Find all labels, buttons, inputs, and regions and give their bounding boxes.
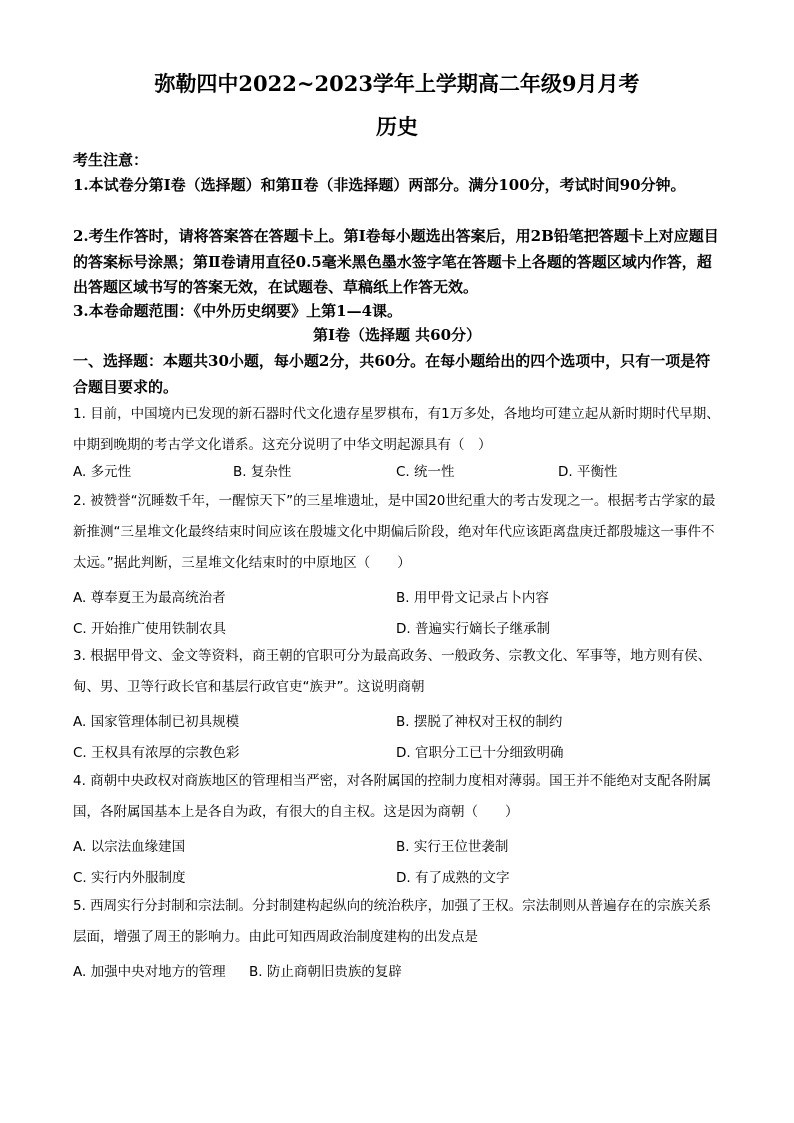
question-2-option-b[interactable]: B. 用甲骨文记录占卜内容 [396, 590, 549, 606]
part1-title: 第Ⅰ卷（选择题 共60分） [312, 326, 482, 344]
question-3-option-d[interactable]: D. 官职分工已十分细致明确 [396, 745, 564, 761]
question-3-option-a[interactable]: A. 国家管理体制已初具规模 [73, 714, 240, 730]
question-1-option-a[interactable]: A. 多元性 [73, 464, 132, 480]
question-4-option-d[interactable]: D. 有了成熟的文字 [396, 870, 510, 886]
question-3-stem: 3. 根据甲骨文、金文等资料，商王朝的官职可分为最高政务、一般政务、宗教文化、军事等，地方则有侯、甸、男、卫等行政长官和基层行政官吏“族尹”。这说明商朝 [73, 648, 712, 695]
question-2-stem: 2. 被赞誉“沉睡数千年，一醒惊天下”的三星堆遗址，是中国20世纪重大的考古发现之一。根据考古学家的最新推测“三星堆文化最终结束时间应该在殷墟文化中期偏后阶段，绝对年代应该距离盘庚迁都殷墟这一事件不太远。”据此判断，三星堆文化结束时的中原地区（ ） [73, 493, 716, 571]
question-4-option-b[interactable]: B. 实行王位世袭制 [396, 839, 509, 855]
question-2-option-d[interactable]: D. 普遍实行嫡长子继承制 [396, 621, 550, 637]
question-1-option-c[interactable]: C. 统一性 [396, 464, 455, 480]
notice-item-1: 1.本试卷分第Ⅰ卷（选择题）和第Ⅱ卷（非选择题）两部分。满分100分，考试时间90分钟。 [73, 176, 686, 194]
notice-item-2: 2.考生作答时，请将答案答在答题卡上。第Ⅰ卷每小题选出答案后，用2B铅笔把答题卡上对应题目的答案标号涂黑；第Ⅱ卷请用直径0.5毫米黑色墨水签字笔在答题卡上各题的答题区域内作答，超出答题区域书写的答案无效，在试题卷、草稿纸上作答无效。 [73, 227, 719, 296]
question-4-stem: 4. 商朝中央政权对商族地区的管理相当严密，对各附属国的控制力度相对薄弱。国王并不能绝对支配各附属国，各附属国基本上是各自为政，有很大的自主权。这是因为商朝（ ） [73, 773, 712, 820]
question-2-option-a[interactable]: A. 尊奉夏王为最高统治者 [73, 590, 226, 606]
subject-title: 历史 [376, 114, 418, 139]
section-instruction: 一、选择题：本题共30小题，每小题2分，共60分。在每小题给出的四个选项中，只有一项是符合题目要求的。 [73, 352, 711, 396]
question-4-option-a[interactable]: A. 以宗法血缘建国 [73, 839, 186, 855]
question-5-option-b[interactable]: B. 防止商朝旧贵族的复辟 [249, 964, 402, 980]
question-1-option-d[interactable]: D. 平衡性 [558, 464, 618, 480]
exam-title: 弥勒四中2022~2023学年上学期高二年级9月月考 [154, 71, 640, 96]
notice-item-3: 3.本卷命题范围：《中外历史纲要》上第1—4课。 [73, 302, 403, 320]
question-4-option-c[interactable]: C. 实行内外服制度 [73, 870, 186, 886]
question-5-stem: 5. 西周实行分封制和宗法制。分封制建构起纵向的统治秩序，加强了王权。宗法制则从普遍存在的宗族关系层面，增强了周王的影响力。由此可知西周政治制度建构的出发点是 [73, 898, 712, 945]
question-1-stem: 1. 目前，中国境内已发现的新石器时代文化遗存星罗棋布，有1万多处，各地均可建立起从新时期时代早期、中期到晚期的考古学文化谱系。这充分说明了中华文明起源具有（ ） [73, 406, 720, 453]
question-3-option-b[interactable]: B. 摆脱了神权对王权的制约 [396, 714, 563, 730]
question-2-option-c[interactable]: C. 开始推广使用铁制农具 [73, 621, 227, 637]
question-5-option-a[interactable]: A. 加强中央对地方的管理 [73, 964, 226, 980]
question-1-option-b[interactable]: B. 复杂性 [233, 464, 292, 480]
question-3-option-c[interactable]: C. 王权具有浓厚的宗教色彩 [73, 745, 240, 761]
notice-heading: 考生注意： [73, 151, 149, 169]
